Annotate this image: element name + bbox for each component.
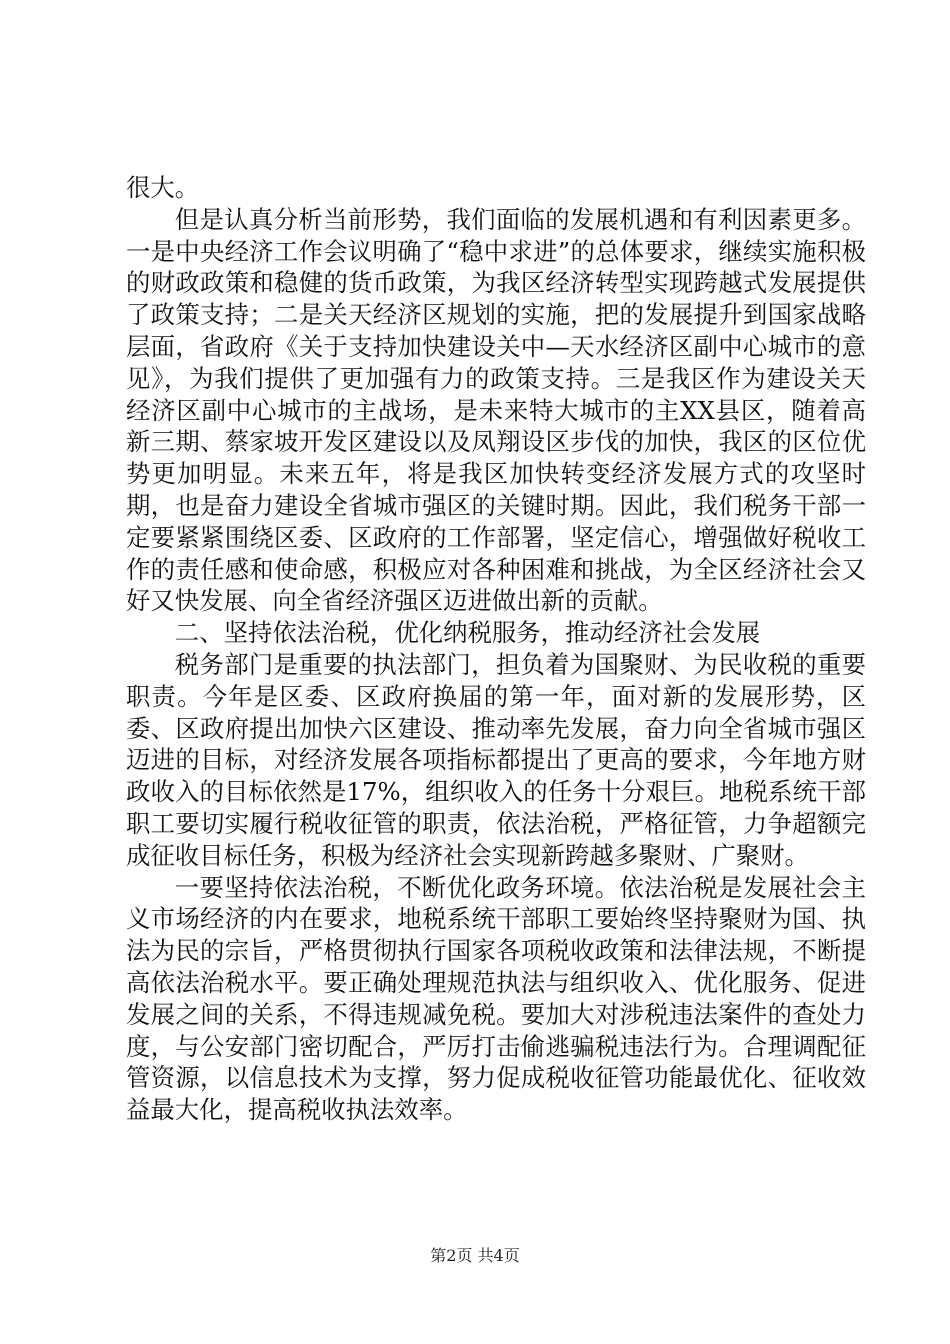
section-heading: 二、坚持依法治税，优化纳税服务，推动经济社会发展 [174,618,761,648]
paragraph-opportunities: 但是认真分析当前形势，我们面临的发展机遇和有利因素更多。一是中央经济工作会议明确了“稳中求进”的总体要求，继续实施积极的财政政策和稳健的货币政策，为我区经济转型实现跨越式发展提供了政策支持；二是关天经济区规划的实施，把的发展提升到国家战略层面，省政府《关于支持加快建设关中—天水经济区副中心城市的意见》，为我们提供了更加强有力的政策支持。三是我区作为建设关天经济区副中心城市的主战场，是未来特大城市的主XX县区，随着高新三期、蔡家坡开发区建设以及凤翔设区步伐的加快，我区的区位优势更加明显。未来五年，将是我区加快转变经济发展方式的攻坚时期，也是奋力建设全省城市强区的关键时期。因此，我们税务干部一定要紧紧围绕区委、区政府的工作部署，坚定信心，增强做好税收工作的责任感和使命感，积极应对各种困难和挑战，为全区经济社会又好又快发展、向全省经济强区迈进做出新的贡献。 [126,204,866,616]
page-number-footer: 第2页 共4页 [430,1246,520,1265]
paragraph-continuation: 很大。 [126,173,200,202]
paragraph-rule-of-law: 一要坚持依法治税，不断优化政务环境。依法治税是发展社会主义市场经济的内在要求，地税系统干部职工要始终坚持聚财为国、执法为民的宗旨，严格贯彻执行国家各项税收政策和法律法规，不断提高依法治税水平。要正确处理规范执法与组织收入、优化服务、促进发展之间的关系，不得违规减免税。要加大对涉税违法案件的查处力度，与公安部门密切配合，严厉打击偷逃骗税违法行为。合理调配征管资源，以信息技术为支撑，努力促成税收征管功能最优化、征收效益最大化，提高税收执法效率。 [126,872,866,1125]
document-body [126,172,866,1126]
paragraph-tax-department: 税务部门是重要的执法部门，担负着为国聚财、为民收税的重要职责。今年是区委、区政府换届的第一年，面对新的发展形势，区委、区政府提出加快六区建设、推动率先发展，奋力向全省城市强区迈进的目标，对经济发展各项指标都提出了更高的要求，今年地方财政收入的目标依然是17%，组织收入的任务十分艰巨。地税系统干部职工要切实履行税收征管的职责，依法治税，严格征管，力争超额完成征收目标任务，积极为经济社会实现新跨越多聚财、广聚财。 [126,649,866,870]
